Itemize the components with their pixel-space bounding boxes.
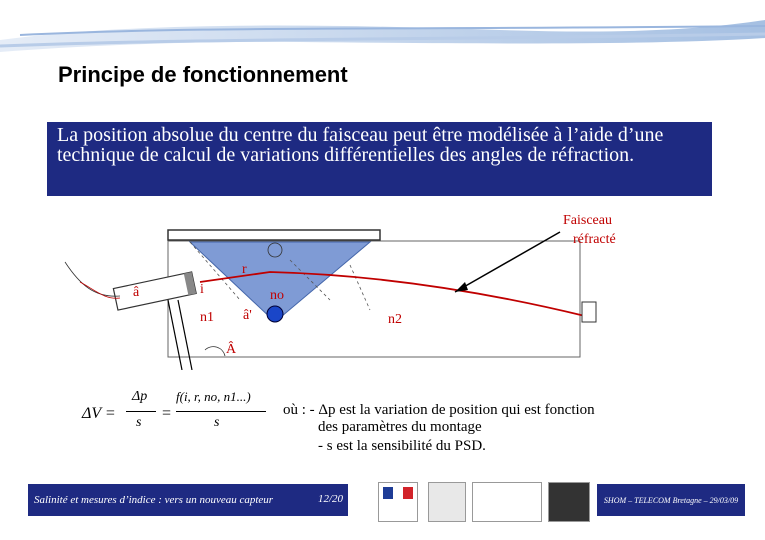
label-a-prime: â' <box>243 308 252 323</box>
psd-detector <box>582 302 596 322</box>
footer-right-banner <box>597 484 745 516</box>
laser-source <box>113 272 196 310</box>
label-r: r <box>242 262 247 277</box>
footer-page-number: 12/20 <box>318 493 344 505</box>
label-i: i <box>200 282 204 297</box>
formula-eq2: = <box>162 405 172 422</box>
footer-caption <box>28 484 348 516</box>
formula-num2: f(i, r, no, n1...) <box>176 389 251 404</box>
prism-apex-circle <box>267 306 283 322</box>
label-n1: n1 <box>200 310 214 325</box>
formula-num1: Δp <box>132 389 148 404</box>
intro-text-box: La position absolue du centre du faisceau peut être modélisée à l’aide d’une technique de calcul de variations différentielles des angles de réfraction. <box>47 122 712 196</box>
header-banner <box>0 0 765 60</box>
ministere-defense-logo <box>378 482 418 522</box>
footer-caption-text: Salinité et mesures d’indice : vers un nouveau capteur <box>34 494 274 506</box>
label-no: no <box>270 288 284 303</box>
label-A: Â <box>226 342 237 357</box>
formula-den1: s <box>136 415 142 430</box>
explanation-line2: des paramètres du montage <box>318 419 482 435</box>
label-n2: n2 <box>388 312 402 327</box>
flag-icon <box>379 483 417 503</box>
cnrs-logo <box>472 482 542 522</box>
refraction-diagram <box>0 200 765 370</box>
label-a: â <box>133 285 140 300</box>
faisceau-label-line2: réfracté <box>573 232 616 247</box>
faisceau-label-line1: Faisceau <box>563 213 612 228</box>
explanation-line1: où : - Δp est la variation de position qui est fonction <box>283 402 595 418</box>
telecom-bretagne-logo <box>548 482 590 522</box>
explanation-text <box>283 402 703 455</box>
formula-lhs: ΔV = <box>82 405 116 422</box>
fraction-bar-1 <box>126 411 156 412</box>
slide-title: Principe de fonctionnement <box>58 62 348 87</box>
tank-lid <box>168 230 380 240</box>
formula <box>82 385 282 455</box>
fraction-bar-2 <box>176 411 266 412</box>
explanation-line3: - s est la sensibilité du PSD. <box>318 438 486 454</box>
shom-logo <box>428 482 466 522</box>
formula-den2: s <box>214 415 220 430</box>
footer-right-text: SHOM – TELECOM Bretagne – 29/03/09 <box>603 495 739 505</box>
